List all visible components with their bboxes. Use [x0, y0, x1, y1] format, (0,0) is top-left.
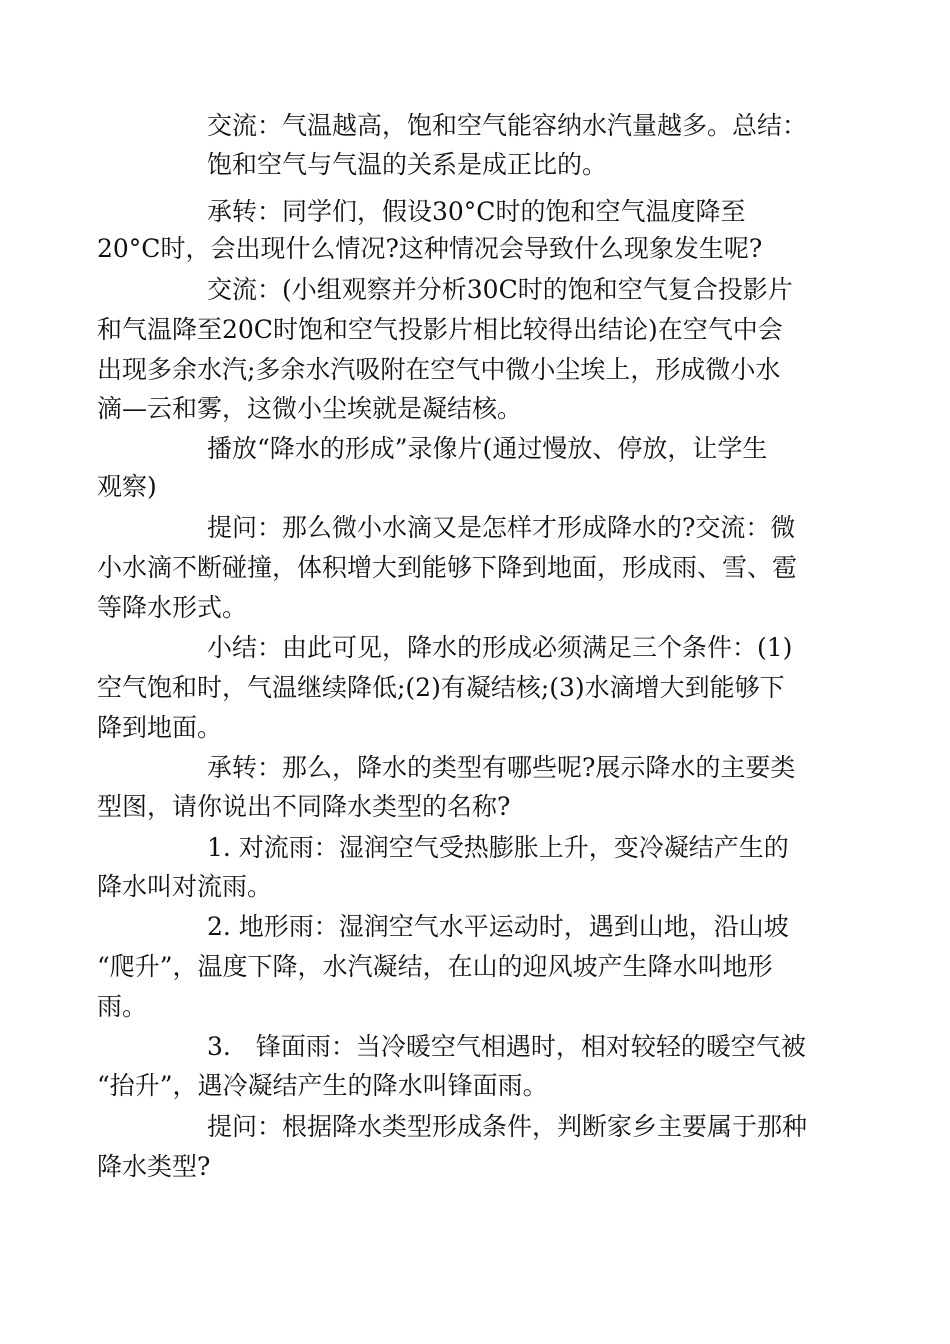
text-line: 20°C时，会出现什么情况?这种情况会导致什么现象发生呢?	[97, 234, 763, 263]
text-line: 型图，请你说出不同降水类型的名称?	[97, 792, 511, 821]
text-line: 等降水形式。	[97, 593, 248, 622]
text-line: 承转：那么，降水的类型有哪些呢?展示降水的主要类	[207, 753, 796, 782]
text-line: 出现多余水汽;多余水汽吸附在空气中微小尘埃上，形成微小水	[97, 355, 781, 384]
text-line: 3. 锋面雨：当冷暖空气相遇时，相对较轻的暖空气被	[207, 1032, 806, 1061]
text-line: 降水类型?	[97, 1152, 211, 1181]
text-line: “爬升”，温度下降，水汽凝结，在山的迎风坡产生降水叫地形	[97, 952, 773, 981]
text-line: 提问：根据降水类型形成条件，判断家乡主要属于那种	[207, 1112, 808, 1141]
text-line: 降到地面。	[97, 713, 223, 742]
text-line: 和气温降至20C时饱和空气投影片相比较得出结论)在空气中会	[97, 315, 783, 344]
text-line: 小水滴不断碰撞，体积增大到能够下降到地面，形成雨、雪、雹	[97, 553, 798, 582]
text-line: 降水叫对流雨。	[97, 872, 273, 901]
text-line: 小结：由此可见，降水的形成必须满足三个条件：(1)	[207, 633, 793, 662]
text-line: 2. 地形雨：湿润空气水平运动时，遇到山地，沿山坡	[207, 912, 789, 941]
text-line: 观察)	[97, 472, 157, 501]
text-line: 提问：那么微小水滴又是怎样才形成降水的?交流：微	[207, 513, 796, 542]
text-line: 饱和空气与气温的关系是成正比的。	[207, 150, 608, 179]
text-line: 承转：同学们，假设30°C时的饱和空气温度降至	[207, 197, 746, 226]
text-line: 滴—云和雾，这微小尘埃就是凝结核。	[97, 394, 523, 423]
text-line: 交流：气温越高，饱和空气能容纳水汽量越多。总结：	[207, 111, 808, 140]
text-line: 交流：(小组观察并分析30C时的饱和空气复合投影片	[207, 275, 793, 304]
text-line: 雨。	[97, 992, 148, 1021]
text-line: 播放“降水的形成”录像片(通过慢放、停放，让学生	[207, 434, 768, 463]
text-line: 空气饱和时，气温继续降低;(2)有凝结核;(3)水滴增大到能够下	[97, 673, 785, 702]
text-line: “抬升”，遇冷凝结产生的降水叫锋面雨。	[97, 1071, 548, 1100]
text-line: 1. 对流雨：湿润空气受热膨胀上升，变冷凝结产生的	[207, 833, 789, 862]
